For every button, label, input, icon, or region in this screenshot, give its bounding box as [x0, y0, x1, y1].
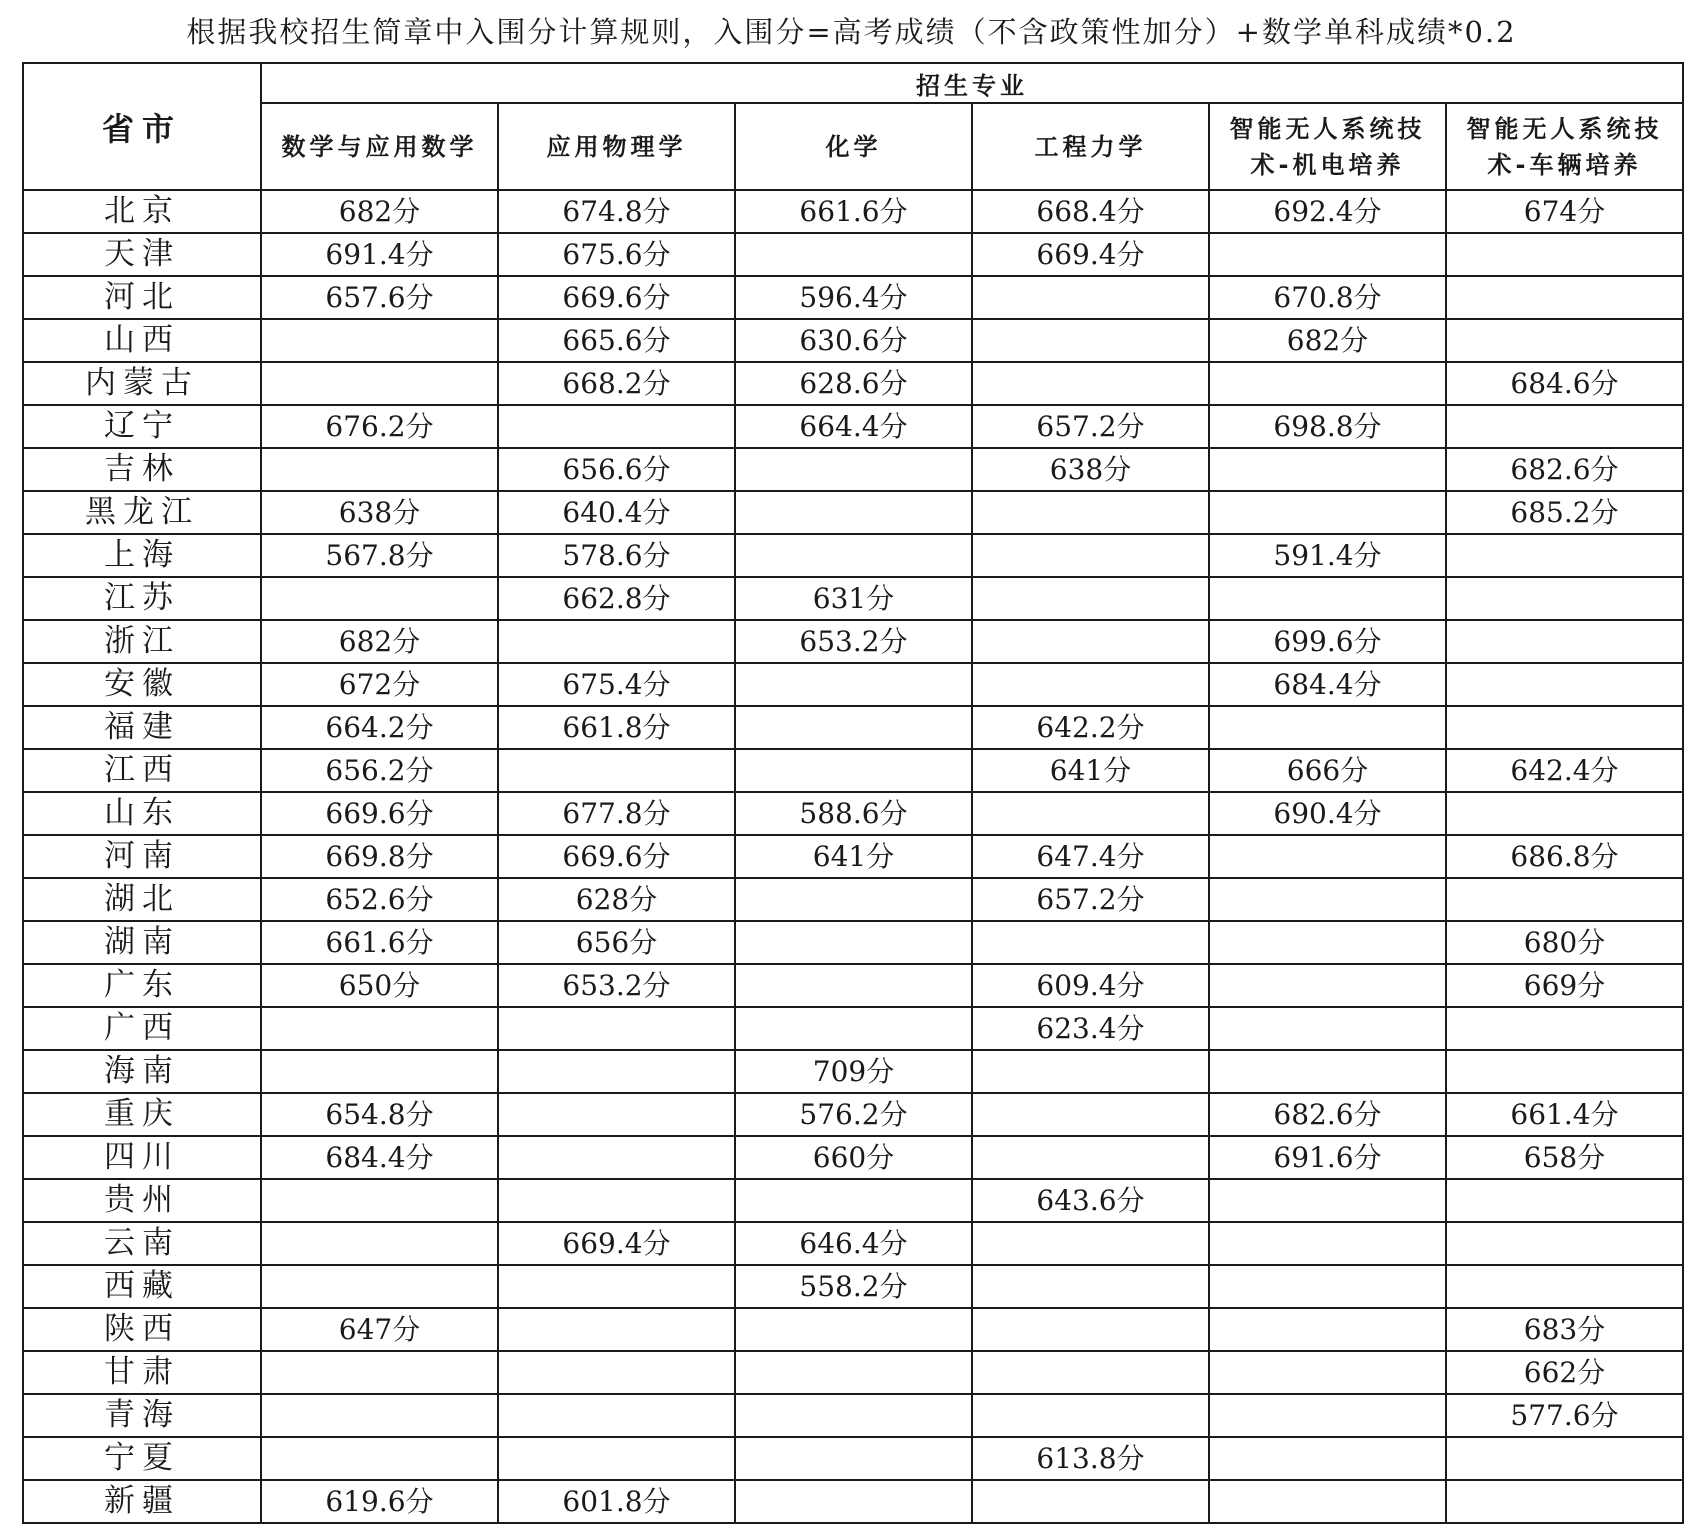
score-cell: 669.4分: [972, 233, 1209, 276]
major-header-math: 数学与应用数学: [261, 103, 498, 190]
score-cell: [261, 362, 498, 405]
table-row: [23, 190, 1683, 233]
score-cell: [972, 620, 1209, 663]
score-cell: [261, 1437, 498, 1480]
province-cell: 山西: [23, 319, 261, 362]
table-row: [23, 1222, 1683, 1265]
table-row: [23, 1179, 1683, 1222]
province-cell: 重庆: [23, 1093, 261, 1136]
score-cell: 591.4分: [1209, 534, 1446, 577]
score-cell: [1209, 1480, 1446, 1523]
score-cell: [1446, 878, 1683, 921]
score-cell: 669.6分: [498, 276, 735, 319]
province-cell: 内蒙古: [23, 362, 261, 405]
table-row: [23, 620, 1683, 663]
score-cell: 650分: [261, 964, 498, 1007]
score-cell: 662.8分: [498, 577, 735, 620]
score-cell: [1209, 1179, 1446, 1222]
score-cell: 674分: [1446, 190, 1683, 233]
score-cell: 666分: [1209, 749, 1446, 792]
table-row: [23, 233, 1683, 276]
table-row: [23, 1480, 1683, 1523]
score-cell: [1209, 921, 1446, 964]
province-cell: 贵州: [23, 1179, 261, 1222]
province-cell: 安徽: [23, 663, 261, 706]
score-cell: 675.6分: [498, 233, 735, 276]
score-cell: [498, 1050, 735, 1093]
score-cell: [735, 1308, 972, 1351]
score-cell: [972, 1050, 1209, 1093]
province-cell: 江西: [23, 749, 261, 792]
score-cell: [1209, 362, 1446, 405]
score-cell: [261, 448, 498, 491]
score-cell: 668.2分: [498, 362, 735, 405]
score-cell: [1446, 233, 1683, 276]
score-cell: 656.2分: [261, 749, 498, 792]
score-cell: 619.6分: [261, 1480, 498, 1523]
province-cell: 甘肃: [23, 1351, 261, 1394]
score-cell: [261, 1050, 498, 1093]
province-cell: 西藏: [23, 1265, 261, 1308]
score-cell: 682分: [261, 190, 498, 233]
province-column-header: 省市: [23, 63, 261, 190]
table-row: [23, 1007, 1683, 1050]
score-cell: [1446, 1050, 1683, 1093]
province-cell: 天津: [23, 233, 261, 276]
score-cell: 684.4分: [1209, 663, 1446, 706]
score-cell: [1209, 1007, 1446, 1050]
score-cell: [498, 1394, 735, 1437]
score-cell: 662分: [1446, 1351, 1683, 1394]
table-row: [23, 706, 1683, 749]
score-cell: [972, 1308, 1209, 1351]
table-row: [23, 577, 1683, 620]
province-cell: 江苏: [23, 577, 261, 620]
table-row: [23, 878, 1683, 921]
score-cell: [735, 706, 972, 749]
major-header-unmanned-vehicle: 智能无人系统技术-车辆培养: [1446, 103, 1683, 190]
score-cell: [1209, 1308, 1446, 1351]
score-cell: [972, 1093, 1209, 1136]
score-cell: 642.2分: [972, 706, 1209, 749]
score-cell: [735, 749, 972, 792]
score-cell: [261, 1007, 498, 1050]
table-row: [23, 491, 1683, 534]
score-cell: [498, 749, 735, 792]
major-header-applied-physics: 应用物理学: [498, 103, 735, 190]
table-row: [23, 405, 1683, 448]
score-cell: [1209, 1265, 1446, 1308]
score-cell: 676.2分: [261, 405, 498, 448]
table-row: [23, 362, 1683, 405]
score-cell: [1209, 1394, 1446, 1437]
score-cell: 661.8分: [498, 706, 735, 749]
province-cell: 宁夏: [23, 1437, 261, 1480]
major-header-engineering-mechanics: 工程力学: [972, 103, 1209, 190]
score-cell: 661.4分: [1446, 1093, 1683, 1136]
score-cell: 638分: [972, 448, 1209, 491]
score-cell: 628分: [498, 878, 735, 921]
score-cell: [1446, 663, 1683, 706]
score-cell: 685.2分: [1446, 491, 1683, 534]
score-cell: [1209, 706, 1446, 749]
score-cell: [261, 1394, 498, 1437]
score-cell: 657.2分: [972, 878, 1209, 921]
province-cell: 青海: [23, 1394, 261, 1437]
score-cell: 661.6分: [261, 921, 498, 964]
score-cell: [972, 319, 1209, 362]
score-cell: [1209, 491, 1446, 534]
score-cell: [1446, 1179, 1683, 1222]
score-cell: 660分: [735, 1136, 972, 1179]
score-cell: [498, 620, 735, 663]
score-cell: 664.4分: [735, 405, 972, 448]
score-cell: [1446, 534, 1683, 577]
score-cell: 628.6分: [735, 362, 972, 405]
score-cell: 669.6分: [498, 835, 735, 878]
score-cell: [735, 233, 972, 276]
score-cell: 665.6分: [498, 319, 735, 362]
admission-score-table: [22, 62, 1684, 1524]
score-cell: [735, 921, 972, 964]
score-cell: [1446, 620, 1683, 663]
majors-group-header: 招生专业: [261, 63, 1683, 103]
score-cell: 691.4分: [261, 233, 498, 276]
score-cell: 680分: [1446, 921, 1683, 964]
score-cell: 690.4分: [1209, 792, 1446, 835]
province-cell: 湖南: [23, 921, 261, 964]
score-cell: [972, 1265, 1209, 1308]
score-cell: [1446, 405, 1683, 448]
province-cell: 北京: [23, 190, 261, 233]
major-header-chemistry: 化学: [735, 103, 972, 190]
province-cell: 吉林: [23, 448, 261, 491]
score-cell: 699.6分: [1209, 620, 1446, 663]
score-cell: [498, 1308, 735, 1351]
score-cell: [735, 1179, 972, 1222]
score-cell: 653.2分: [498, 964, 735, 1007]
score-cell: [1209, 1222, 1446, 1265]
table-row: [23, 792, 1683, 835]
score-cell: [1446, 1437, 1683, 1480]
score-cell: [261, 1179, 498, 1222]
score-cell: [972, 1480, 1209, 1523]
score-cell: 609.4分: [972, 964, 1209, 1007]
table-row: [23, 276, 1683, 319]
score-cell: [1209, 233, 1446, 276]
score-cell: 661.6分: [735, 190, 972, 233]
table-row: [23, 1136, 1683, 1179]
province-cell: 四川: [23, 1136, 261, 1179]
score-cell: 682.6分: [1446, 448, 1683, 491]
score-cell: [498, 1351, 735, 1394]
province-cell: 广东: [23, 964, 261, 1007]
score-cell: [1446, 1007, 1683, 1050]
province-cell: 陕西: [23, 1308, 261, 1351]
table-header: [23, 63, 1683, 190]
score-cell: [1446, 1222, 1683, 1265]
score-cell: 670.8分: [1209, 276, 1446, 319]
score-cell: [1446, 1265, 1683, 1308]
table-row: [23, 921, 1683, 964]
score-cell: 643.6分: [972, 1179, 1209, 1222]
score-cell: [1209, 878, 1446, 921]
score-cell: [972, 534, 1209, 577]
score-cell: 641分: [735, 835, 972, 878]
province-cell: 上海: [23, 534, 261, 577]
table-row: [23, 749, 1683, 792]
score-cell: 641分: [972, 749, 1209, 792]
table-row: [23, 964, 1683, 1007]
score-cell: 613.8分: [972, 1437, 1209, 1480]
province-cell: 福建: [23, 706, 261, 749]
province-cell: 湖北: [23, 878, 261, 921]
score-cell: 623.4分: [972, 1007, 1209, 1050]
score-cell: 578.6分: [498, 534, 735, 577]
table-row: [23, 319, 1683, 362]
score-cell: 653.2分: [735, 620, 972, 663]
score-cell: 656.6分: [498, 448, 735, 491]
score-cell: [498, 1437, 735, 1480]
score-cell: 669.6分: [261, 792, 498, 835]
table-row: [23, 534, 1683, 577]
score-cell: [972, 491, 1209, 534]
score-cell: [1209, 964, 1446, 1007]
table-row: [23, 1351, 1683, 1394]
province-cell: 云南: [23, 1222, 261, 1265]
score-cell: 677.8分: [498, 792, 735, 835]
score-cell: [972, 1136, 1209, 1179]
score-cell: [261, 1265, 498, 1308]
score-cell: [735, 878, 972, 921]
score-cell: [1446, 276, 1683, 319]
score-cell: 664.2分: [261, 706, 498, 749]
score-cell: 576.2分: [735, 1093, 972, 1136]
score-cell: 567.8分: [261, 534, 498, 577]
score-cell: [972, 792, 1209, 835]
score-cell: [498, 405, 735, 448]
score-cell: 709分: [735, 1050, 972, 1093]
score-cell: 682.6分: [1209, 1093, 1446, 1136]
score-cell: 668.4分: [972, 190, 1209, 233]
score-cell: [972, 1351, 1209, 1394]
table-row: [23, 1437, 1683, 1480]
score-cell: [261, 577, 498, 620]
table-row: [23, 835, 1683, 878]
score-cell: 652.6分: [261, 878, 498, 921]
province-cell: 浙江: [23, 620, 261, 663]
score-cell: [735, 1007, 972, 1050]
score-cell: 682分: [261, 620, 498, 663]
province-cell: 新疆: [23, 1480, 261, 1523]
score-cell: 683分: [1446, 1308, 1683, 1351]
table-row: [23, 1265, 1683, 1308]
major-header-unmanned-mechatronics: 智能无人系统技术-机电培养: [1209, 103, 1446, 190]
score-cell: [735, 964, 972, 1007]
score-cell: [972, 663, 1209, 706]
score-cell: 640.4分: [498, 491, 735, 534]
score-cell: [972, 1222, 1209, 1265]
province-cell: 山东: [23, 792, 261, 835]
score-cell: [1446, 319, 1683, 362]
score-cell: 630.6分: [735, 319, 972, 362]
score-cell: 588.6分: [735, 792, 972, 835]
table-row: [23, 1394, 1683, 1437]
score-cell: [972, 577, 1209, 620]
score-cell: 638分: [261, 491, 498, 534]
score-cell: [261, 1351, 498, 1394]
score-cell: 647.4分: [972, 835, 1209, 878]
score-cell: [1209, 1050, 1446, 1093]
score-cell: 646.4分: [735, 1222, 972, 1265]
table-row: [23, 448, 1683, 491]
score-cell: [1209, 448, 1446, 491]
score-cell: 684.4分: [261, 1136, 498, 1179]
score-cell: [1446, 577, 1683, 620]
table-row: [23, 1308, 1683, 1351]
score-cell: [261, 1222, 498, 1265]
score-cell: [735, 448, 972, 491]
score-cell: 642.4分: [1446, 749, 1683, 792]
score-cell: [1209, 835, 1446, 878]
score-cell: 654.8分: [261, 1093, 498, 1136]
score-cell: 691.6分: [1209, 1136, 1446, 1179]
score-cell: 674.8分: [498, 190, 735, 233]
province-cell: 河南: [23, 835, 261, 878]
score-cell: 686.8分: [1446, 835, 1683, 878]
score-cell: [1446, 706, 1683, 749]
score-cell: [972, 276, 1209, 319]
score-cell: [735, 1394, 972, 1437]
score-cell: 672分: [261, 663, 498, 706]
score-cell: [735, 1351, 972, 1394]
score-cell: [735, 663, 972, 706]
score-cell: [972, 362, 1209, 405]
score-cell: 631分: [735, 577, 972, 620]
score-cell: 698.8分: [1209, 405, 1446, 448]
table-row: [23, 663, 1683, 706]
score-cell: 647分: [261, 1308, 498, 1351]
score-cell: [261, 319, 498, 362]
score-cell: 669.4分: [498, 1222, 735, 1265]
score-cell: 577.6分: [1446, 1394, 1683, 1437]
score-cell: [735, 491, 972, 534]
province-cell: 海南: [23, 1050, 261, 1093]
score-cell: 601.8分: [498, 1480, 735, 1523]
score-cell: 669.8分: [261, 835, 498, 878]
score-cell: 675.4分: [498, 663, 735, 706]
score-cell: [735, 1480, 972, 1523]
province-cell: 河北: [23, 276, 261, 319]
score-cell: [1446, 792, 1683, 835]
score-cell: 692.4分: [1209, 190, 1446, 233]
score-cell: [1209, 1437, 1446, 1480]
table-row: [23, 1093, 1683, 1136]
score-cell: [498, 1179, 735, 1222]
score-cell: [735, 534, 972, 577]
province-cell: 辽宁: [23, 405, 261, 448]
score-cell: [735, 1437, 972, 1480]
province-cell: 广西: [23, 1007, 261, 1050]
score-cell: [972, 1394, 1209, 1437]
score-cell: [972, 921, 1209, 964]
score-cell: 656分: [498, 921, 735, 964]
table-row: [23, 1050, 1683, 1093]
score-cell: 596.4分: [735, 276, 972, 319]
score-cell: [1209, 1351, 1446, 1394]
score-cell: [498, 1093, 735, 1136]
calculation-rule-note: 根据我校招生简章中入围分计算规则，入围分=高考成绩（不含政策性加分）+数学单科成绩*0.2: [186, 15, 1517, 49]
table-body: [23, 190, 1683, 1523]
score-cell: 657.6分: [261, 276, 498, 319]
score-cell: 657.2分: [972, 405, 1209, 448]
score-cell: 558.2分: [735, 1265, 972, 1308]
score-cell: 682分: [1209, 319, 1446, 362]
score-cell: [498, 1265, 735, 1308]
score-cell: 669分: [1446, 964, 1683, 1007]
score-cell: [498, 1136, 735, 1179]
score-cell: [1209, 577, 1446, 620]
province-cell: 黑龙江: [23, 491, 261, 534]
score-cell: [498, 1007, 735, 1050]
score-cell: 684.6分: [1446, 362, 1683, 405]
score-cell: [1446, 1480, 1683, 1523]
score-cell: 658分: [1446, 1136, 1683, 1179]
